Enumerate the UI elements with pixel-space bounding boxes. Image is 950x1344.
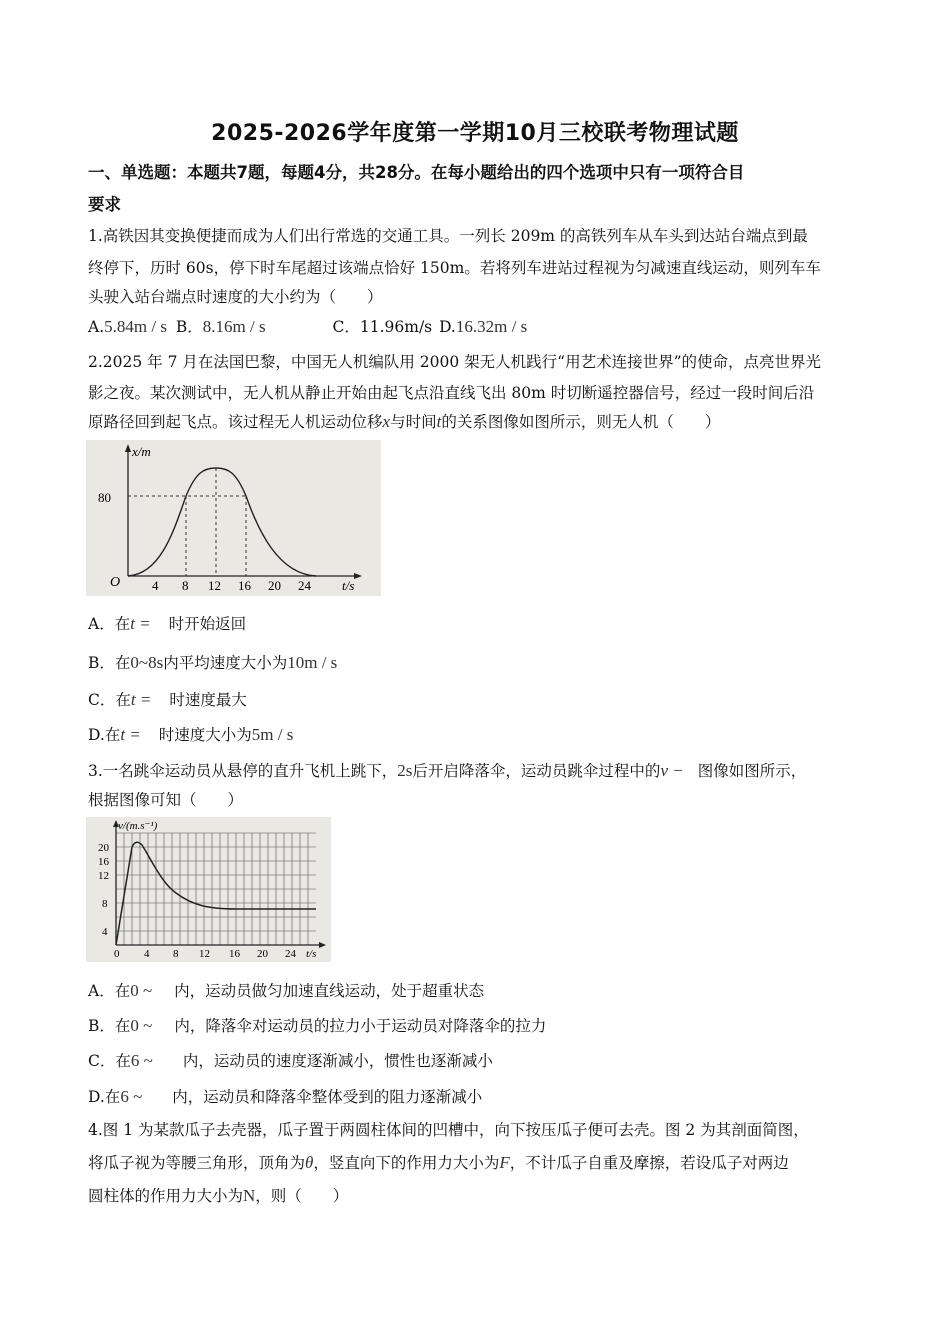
q3-xtick-20: 20 (257, 948, 268, 960)
q1-option-b-value: 8.16m / s (202, 317, 266, 336)
q2-line3 (88, 412, 720, 432)
q3-line1-a: 3.一名跳伞运动员从悬停的直升飞机上跳下， (88, 762, 398, 780)
q3-option-a-text1: A．在 (88, 982, 131, 1000)
q3-ytick-16: 16 (98, 856, 109, 868)
q3-option-b (88, 1016, 546, 1036)
q3-option-a-interval: 0 ~ (130, 981, 153, 1000)
q2-xtick-16: 16 (238, 578, 251, 593)
q2-option-c-text2: 时速度最大 (169, 691, 247, 709)
q3-xtick-8: 8 (173, 948, 179, 960)
q1-line2: 终停下，历时 60s，停下时车尾超过该端点恰好 150m。若将列车进站过程视为匀减速直线运动，则列车车 (88, 259, 821, 277)
q2-option-a (88, 614, 246, 634)
q2-y80-label: 80 (98, 490, 111, 505)
q2-xtick-20: 20 (268, 578, 281, 593)
q2-option-b-text1: B．在 (88, 654, 131, 672)
q3-option-b-text1: B．在 (88, 1017, 131, 1035)
q2-option-b-text2: 内平均速度大小为 (163, 654, 288, 672)
q2-option-b (88, 653, 337, 673)
q3-origin: 0 (114, 948, 120, 960)
q1-option-a-value: 5.84m / s (104, 317, 167, 336)
q2-line2: 影之夜。某次测试中，无人机从静止开始由起飞点沿直线飞出 80m 时切断遥控器信号，经过一段时间后沿 (88, 384, 815, 402)
q3-option-c-text2: 内，运动员的速度逐渐减小，惯性也逐渐减小 (182, 1052, 493, 1070)
q2-origin: O (110, 575, 121, 590)
q3-option-d-interval: 6 ~ (120, 1087, 143, 1106)
section-heading (88, 157, 868, 221)
q2-xtick-24: 24 (298, 578, 311, 593)
q3-option-d (88, 1087, 482, 1107)
q2-xtick-12: 12 (208, 578, 221, 593)
q3-option-b-text2: 内，降落伞对运动员的拉力小于运动员对降落伞的拉力 (174, 1017, 547, 1035)
q3-var-v: v − (660, 761, 684, 780)
q3-option-a (88, 981, 484, 1001)
section-heading-line2: 要求 (88, 195, 121, 214)
q3-graph-svg (86, 817, 331, 962)
section-heading-line1: 一、单选题：本题共7题，每题4分，共28分。在每小题给出的四个选项中只有一项符合目 (88, 163, 745, 182)
q3-xtick-24: 24 (285, 948, 296, 960)
q2-var-x: x (382, 412, 391, 431)
q3-grid (116, 833, 316, 945)
q4-var-n: N (243, 1186, 256, 1205)
q1-line3: 头驶入站台端点时速度的大小约为（ ） (88, 288, 383, 306)
q2-xtick-4: 4 (152, 578, 159, 593)
q3-xtick-16: 16 (229, 948, 240, 960)
q1-option-d-prefix: D. (439, 318, 456, 336)
q2-option-d-text1: D.在 (88, 726, 121, 744)
q3-option-c-interval: 6 ~ (130, 1051, 153, 1070)
q4-line1: 4.图 1 为某款瓜子去壳器，瓜子置于两圆柱体间的凹槽中，向下按压瓜子便可去壳。图 2 为其剖面简图， (88, 1121, 809, 1139)
q4-var-theta: θ (305, 1153, 314, 1172)
q2-ylabel: x/m (132, 444, 151, 459)
q1-options (88, 317, 527, 337)
q1-option-a-prefix: A. (88, 318, 105, 336)
q3-ylabel: v/(m.s⁻¹) (118, 820, 158, 832)
q2-x-arrow (354, 573, 362, 579)
q2-option-d-t: t = (120, 725, 141, 744)
q4-line3-a: 圆柱体的作用力大小为 (88, 1187, 244, 1205)
q2-y-arrow (125, 444, 131, 452)
q3-line1-2s: 2s (397, 761, 413, 780)
page-title: 2025-2026学年度第一学期10月三校联考物理试题 (211, 121, 739, 146)
q2-var-t: t (436, 412, 442, 431)
q1-line1: 1.高铁因其变换便捷而成为人们出行常选的交通工具。一列长 209m 的高铁列车从车头到达站台端点到最 (88, 227, 808, 245)
q1-option-c: C．11.96m/s (332, 318, 433, 336)
q3-xtick-12: 12 (199, 948, 210, 960)
q2-xtick-8: 8 (182, 578, 189, 593)
q3-line1 (88, 761, 806, 781)
q1-option-d-value: 16.32m / s (455, 317, 528, 336)
q4-var-f: F (499, 1153, 510, 1172)
q4-line3-b: ，则（ ） (255, 1187, 349, 1205)
q2-option-c-text1: C．在 (88, 691, 131, 709)
q3-line1-b: 后开启降落伞，运动员跳伞过程中的 (412, 762, 661, 780)
q2-option-d-value: 5m / s (251, 725, 294, 744)
q3-vt-graph (86, 817, 331, 962)
q3-ytick-12: 12 (98, 870, 109, 882)
q2-graph-svg (86, 440, 381, 596)
q3-option-c-text1: C．在 (88, 1052, 131, 1070)
q3-ytick-8: 8 (102, 898, 108, 910)
q2-line3-c: 的关系图像如图所示，则无人机（ ） (441, 413, 721, 431)
q2-xt-graph (86, 440, 381, 596)
q3-ytick-4: 4 (102, 926, 108, 938)
q2-option-b-value: 10m / s (287, 653, 338, 672)
q3-xtick-4: 4 (144, 948, 150, 960)
q2-xlabel: t/s (342, 578, 355, 593)
q2-option-c-t: t = (130, 690, 152, 709)
q3-line2: 根据图像可知（ ） (88, 791, 244, 809)
q2-option-d-text2: 时速度大小为 (158, 726, 252, 744)
q3-x-arrow (319, 942, 326, 948)
q4-line2-b: ，竖直向下的作用力大小为 (313, 1154, 500, 1172)
q2-option-a-text2: 时开始返回 (168, 615, 247, 633)
q2-option-a-text1: A．在 (88, 615, 131, 633)
q4-line3 (88, 1186, 348, 1206)
q2-option-c (88, 690, 247, 710)
q1-option-b-prefix: B． (175, 318, 203, 336)
q4-line2 (88, 1153, 789, 1173)
q4-line2-c: ，不计瓜子自重及摩擦，若设瓜子对两边 (509, 1154, 789, 1172)
q3-option-c (88, 1051, 493, 1071)
q2-curve (128, 468, 316, 576)
q2-line3-a: 原路径回到起飞点。该过程无人机运动位移 (88, 413, 383, 431)
q3-option-b-interval: 0 ~ (130, 1016, 153, 1035)
q3-line1-c: 图像如图所示， (697, 762, 807, 780)
q2-line3-b: 与时间 (390, 413, 437, 431)
q2-option-a-t: t = (130, 614, 151, 633)
q3-option-d-text1: D.在 (88, 1088, 121, 1106)
q3-curve (116, 842, 316, 945)
q2-option-d (88, 725, 293, 745)
q2-option-b-interval: 0~8s (130, 653, 164, 672)
q3-option-a-text2: 内，运动员做匀加速直线运动，处于超重状态 (174, 982, 485, 1000)
q3-option-d-text2: 内，运动员和降落伞整体受到的阻力逐渐减小 (172, 1088, 483, 1106)
q2-line1: 2.2025 年 7 月在法国巴黎，中国无人机编队用 2000 架无人机践行“用艺术连接世界”的使命，点亮世界光 (88, 353, 822, 371)
q3-ytick-20: 20 (98, 842, 109, 854)
q4-line2-a: 将瓜子视为等腰三角形，顶角为 (88, 1154, 306, 1172)
q3-xlabel: t/s (306, 948, 317, 960)
